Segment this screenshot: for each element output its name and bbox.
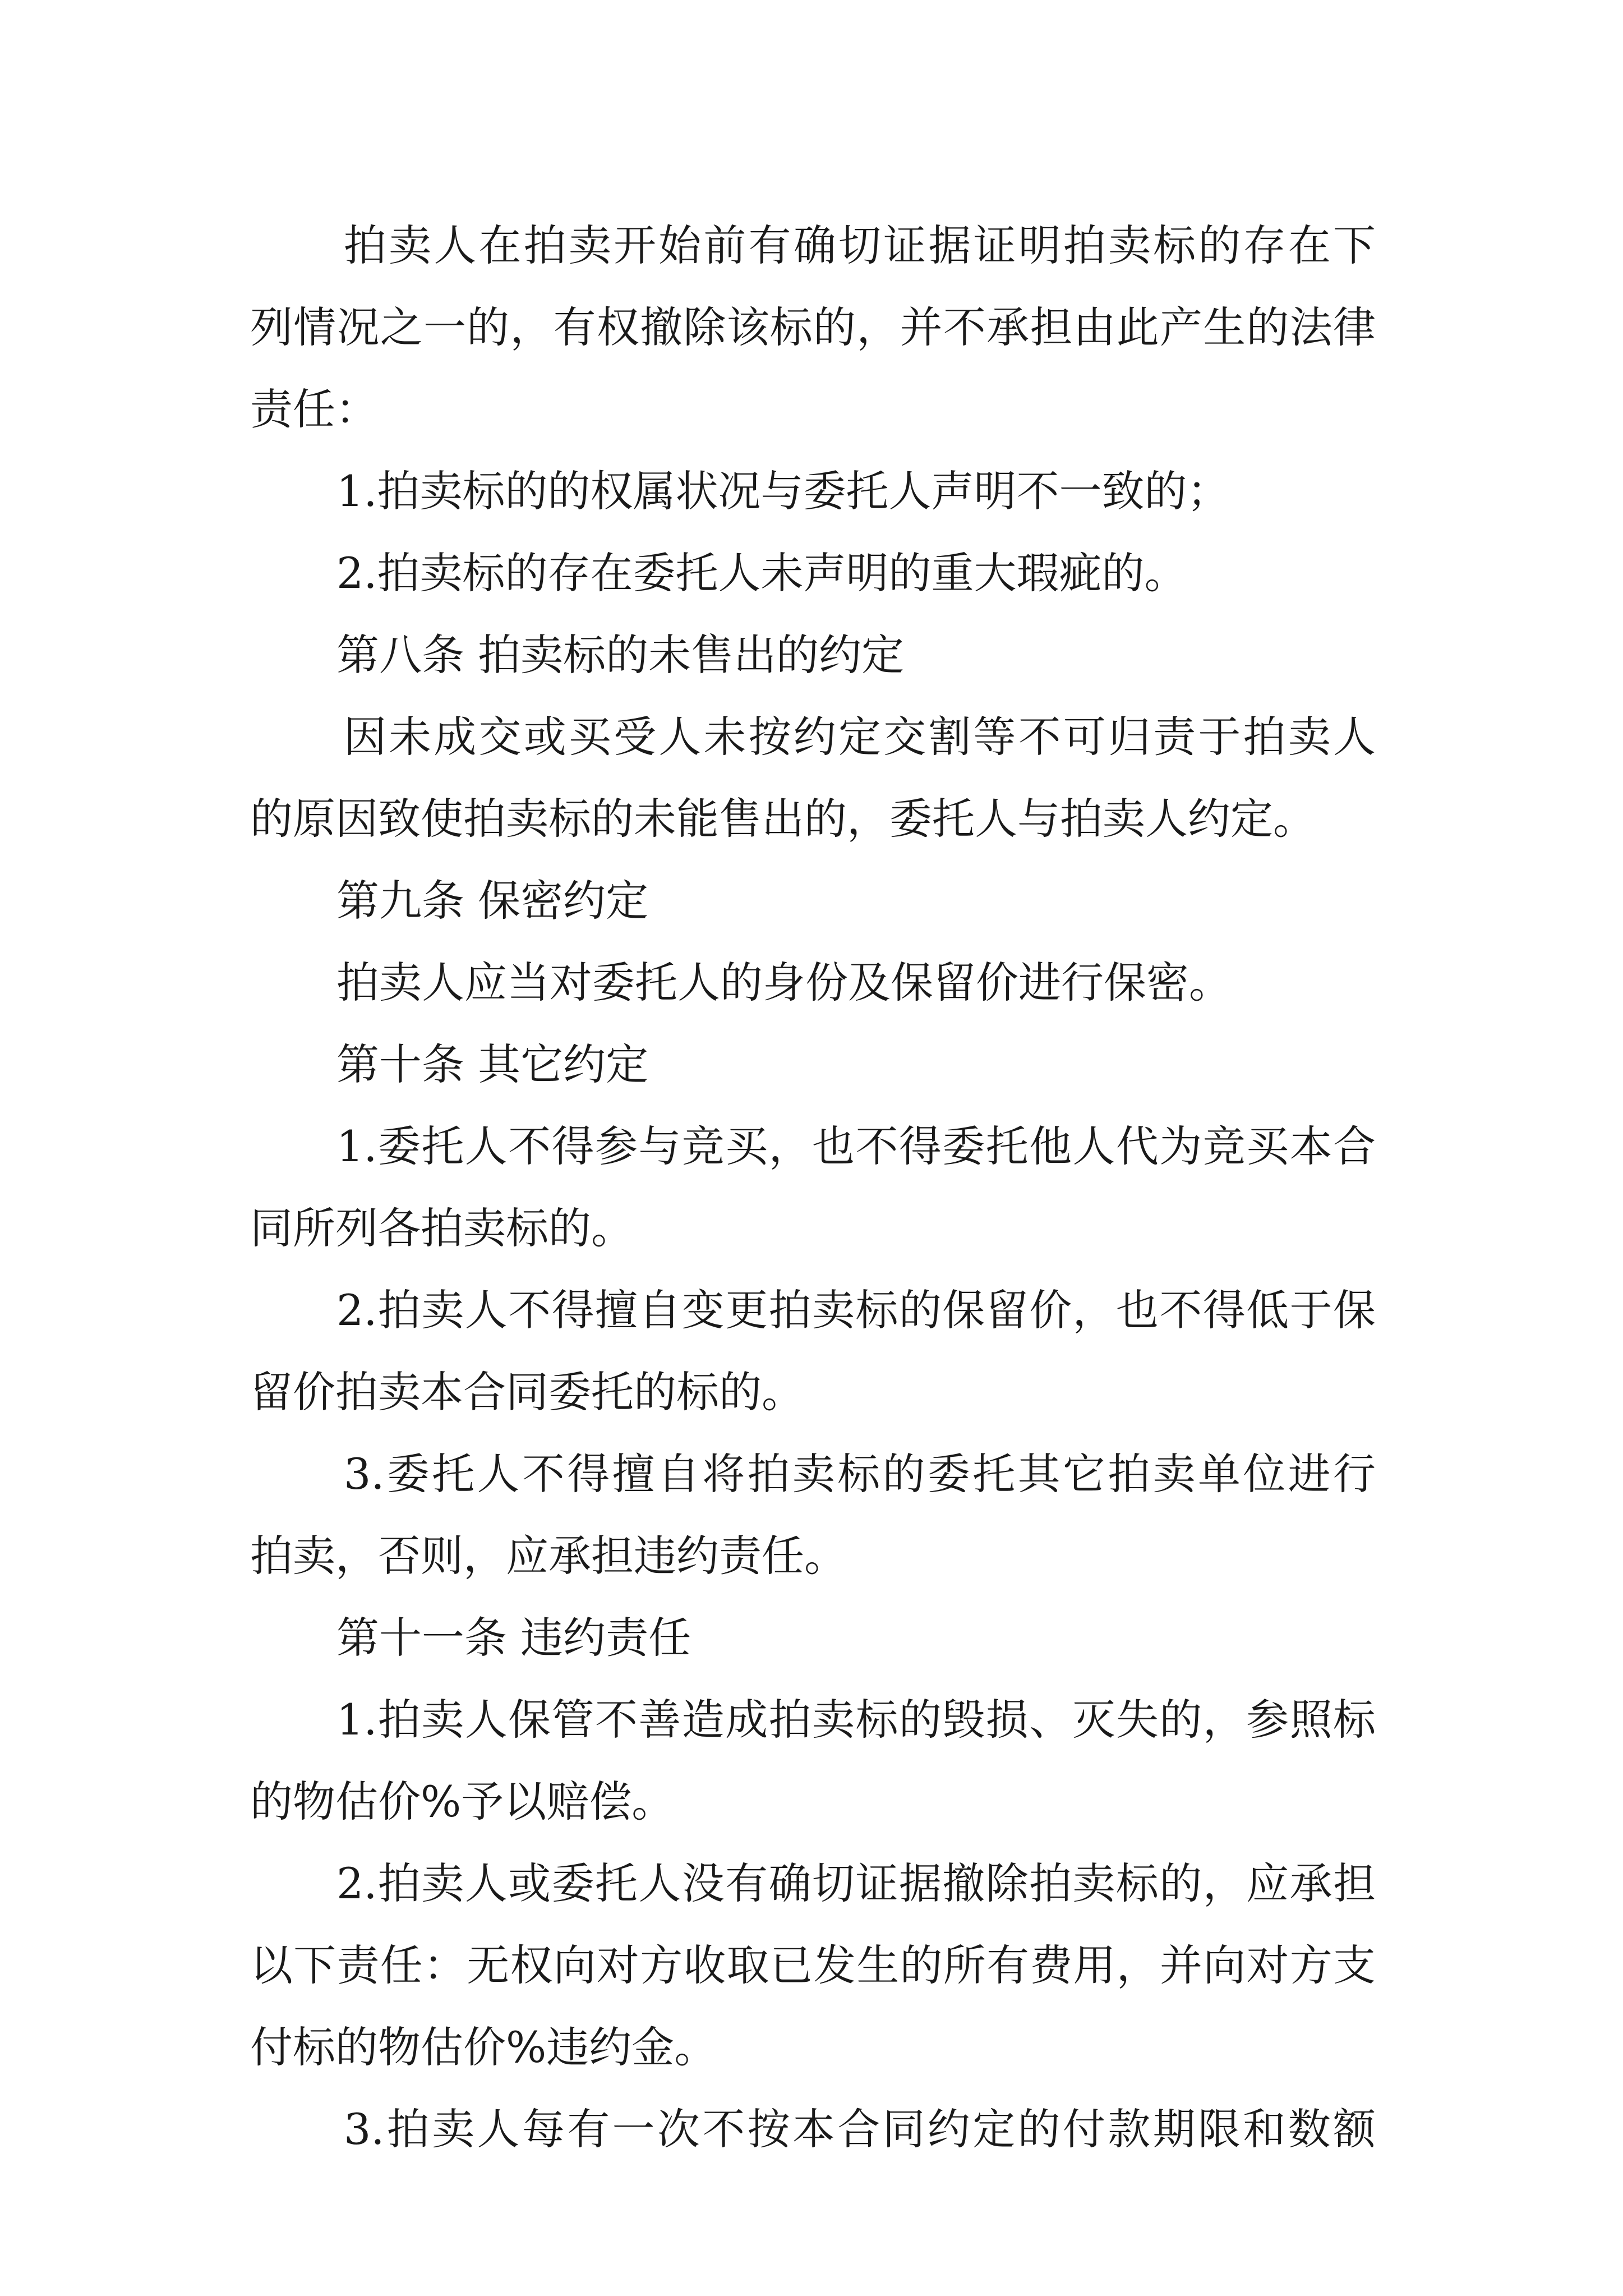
list-item: 2.拍卖人或委托人没有确切证据撤除拍卖标的，应承担 [336, 1858, 1376, 1908]
list-item: 3.委托人不得擅自将拍卖标的委托其它拍卖单位进行 [344, 1449, 1376, 1499]
article-heading: 第十一条 违约责任 [336, 1613, 691, 1663]
list-item: 2.拍卖人不得擅自变更拍卖标的保留价，也不得低于保 [336, 1285, 1376, 1335]
body-line: 列情况之一的，有权撤除该标的，并不承担由此产生的法律 [250, 302, 1376, 352]
list-item: 1.委托人不得参与竞买，也不得委托他人代为竞买本合 [336, 1121, 1376, 1171]
body-line: 拍卖，否则，应承担违约责任。 [250, 1531, 847, 1581]
body-line: 同所列各拍卖标的。 [250, 1203, 634, 1253]
body-line: 因未成交或买受人未按约定交割等不可归责于拍卖人 [344, 712, 1376, 762]
body-line: 拍卖人在拍卖开始前有确切证据证明拍卖标的存在下 [344, 220, 1376, 270]
body-line: 付标的物估价%违约金。 [250, 2022, 717, 2072]
body-line: 的物估价%予以赔偿。 [250, 1777, 675, 1826]
article-heading: 第十条 其它约定 [336, 1039, 649, 1089]
body-line: 责任： [250, 384, 378, 434]
body-line: 留价拍卖本合同委托的标的。 [250, 1367, 804, 1417]
article-heading: 第九条 保密约定 [336, 876, 649, 926]
body-line: 拍卖人应当对委托人的身份及保留价进行保密。 [336, 958, 1232, 1007]
list-item: 1.拍卖人保管不善造成拍卖标的毁损、灭失的，参照标 [336, 1695, 1376, 1745]
list-item: 3.拍卖人每有一次不按本合同约定的付款期限和数额 [344, 2104, 1376, 2154]
body-line: 的原因致使拍卖标的未能售出的，委托人与拍卖人约定。 [250, 794, 1316, 844]
list-item: 2.拍卖标的存在委托人未声明的重大瑕疵的。 [336, 548, 1187, 598]
article-heading: 第八条 拍卖标的未售出的约定 [336, 630, 905, 680]
list-item: 1.拍卖标的的权属状况与委托人声明不一致的； [336, 466, 1230, 516]
body-line: 以下责任：无权向对方收取已发生的所有费用，并向对方支 [250, 1940, 1376, 1990]
